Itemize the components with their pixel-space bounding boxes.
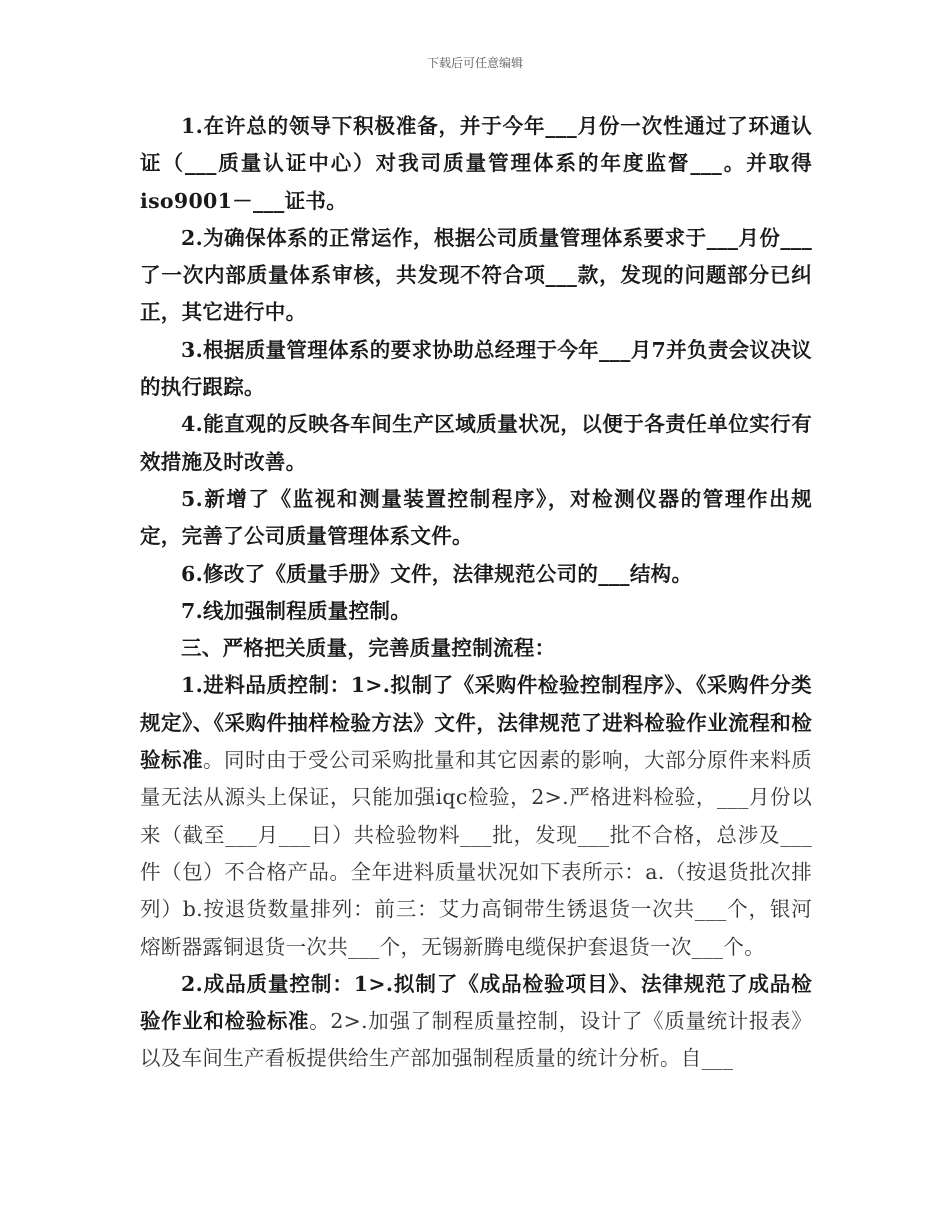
paragraph-incoming-rest: 。同时由于受公司采购批量和其它因素的影响，大部分原件来料质量无法从源头上保证，只能加强iqc检验，2>.严格进料检验，___月份以来（截至___月___日）共检验物料___批，发现___批不合格，总涉及___件（包）不合格产品。全年进料质量状况如下表所示：a.（按退货批次排列）b.按退货数量排列：前三：艾力高铜带生锈退货一次共___个，银河熔断器露铜退货一次共___个，无锡新腾电缆保护套退货一次___个。 [140,748,813,959]
document-body [140,108,812,1078]
paragraph-1: 1.在许总的领导下积极准备，并于今年___月份一次性通过了环通认证（___质量认证中心）对我司质量管理体系的年度监督___。并取得iso9001－___证书。 [140,114,812,213]
page-header: 下载后可任意编辑 [426,56,523,70]
paragraph-4: 4.能直观的反映各车间生产区域质量状况，以便于各责任单位实行有效措施及时改善。 [140,412,812,474]
paragraph-finished-rest: 。2>.加强了制程质量控制，设计了《质量统计报表》以及车间生产看板提供给生产部加强制程质量的统计分析。自___ [140,1009,813,1071]
paragraph-finished-product [140,966,812,1078]
paragraph-incoming-bold: 1.进料品质控制：1>.拟制了《采购件检验控制程序》、《采购件分类规定》、《采购件抽样检验方法》文件，法律规范了进料检验作业流程和检验标准 [140,673,812,773]
paragraph-incoming-material [140,667,812,965]
paragraph-6: 6.修改了《质量手册》文件，法律规范公司的___结构。 [181,561,693,586]
paragraph-7: 7.线加强制程质量控制。 [181,598,412,623]
paragraph-3: 3.根据质量管理体系的要求协助总经理于今年___月7并负责会议决议的执行跟踪。 [140,337,812,400]
paragraph-5: 5.新增了《监视和测量装置控制程序》，对检测仪器的管理作出规定，完善了公司质量管理体系文件。 [140,486,812,549]
section-heading-3: 三、严格把关质量，完善质量控制流程： [181,636,556,661]
paragraph-2: 2.为确保体系的正常运作，根据公司质量管理体系要求于___月份___了一次内部质量体系审核，共发现不符合项___款，发现的问题部分已纠正，其它进行中。 [140,225,812,325]
paragraph-finished-bold: 2.成品质量控制：1>.拟制了《成品检验项目》、法律规范了成品检验作业和检验标准 [140,971,812,1034]
